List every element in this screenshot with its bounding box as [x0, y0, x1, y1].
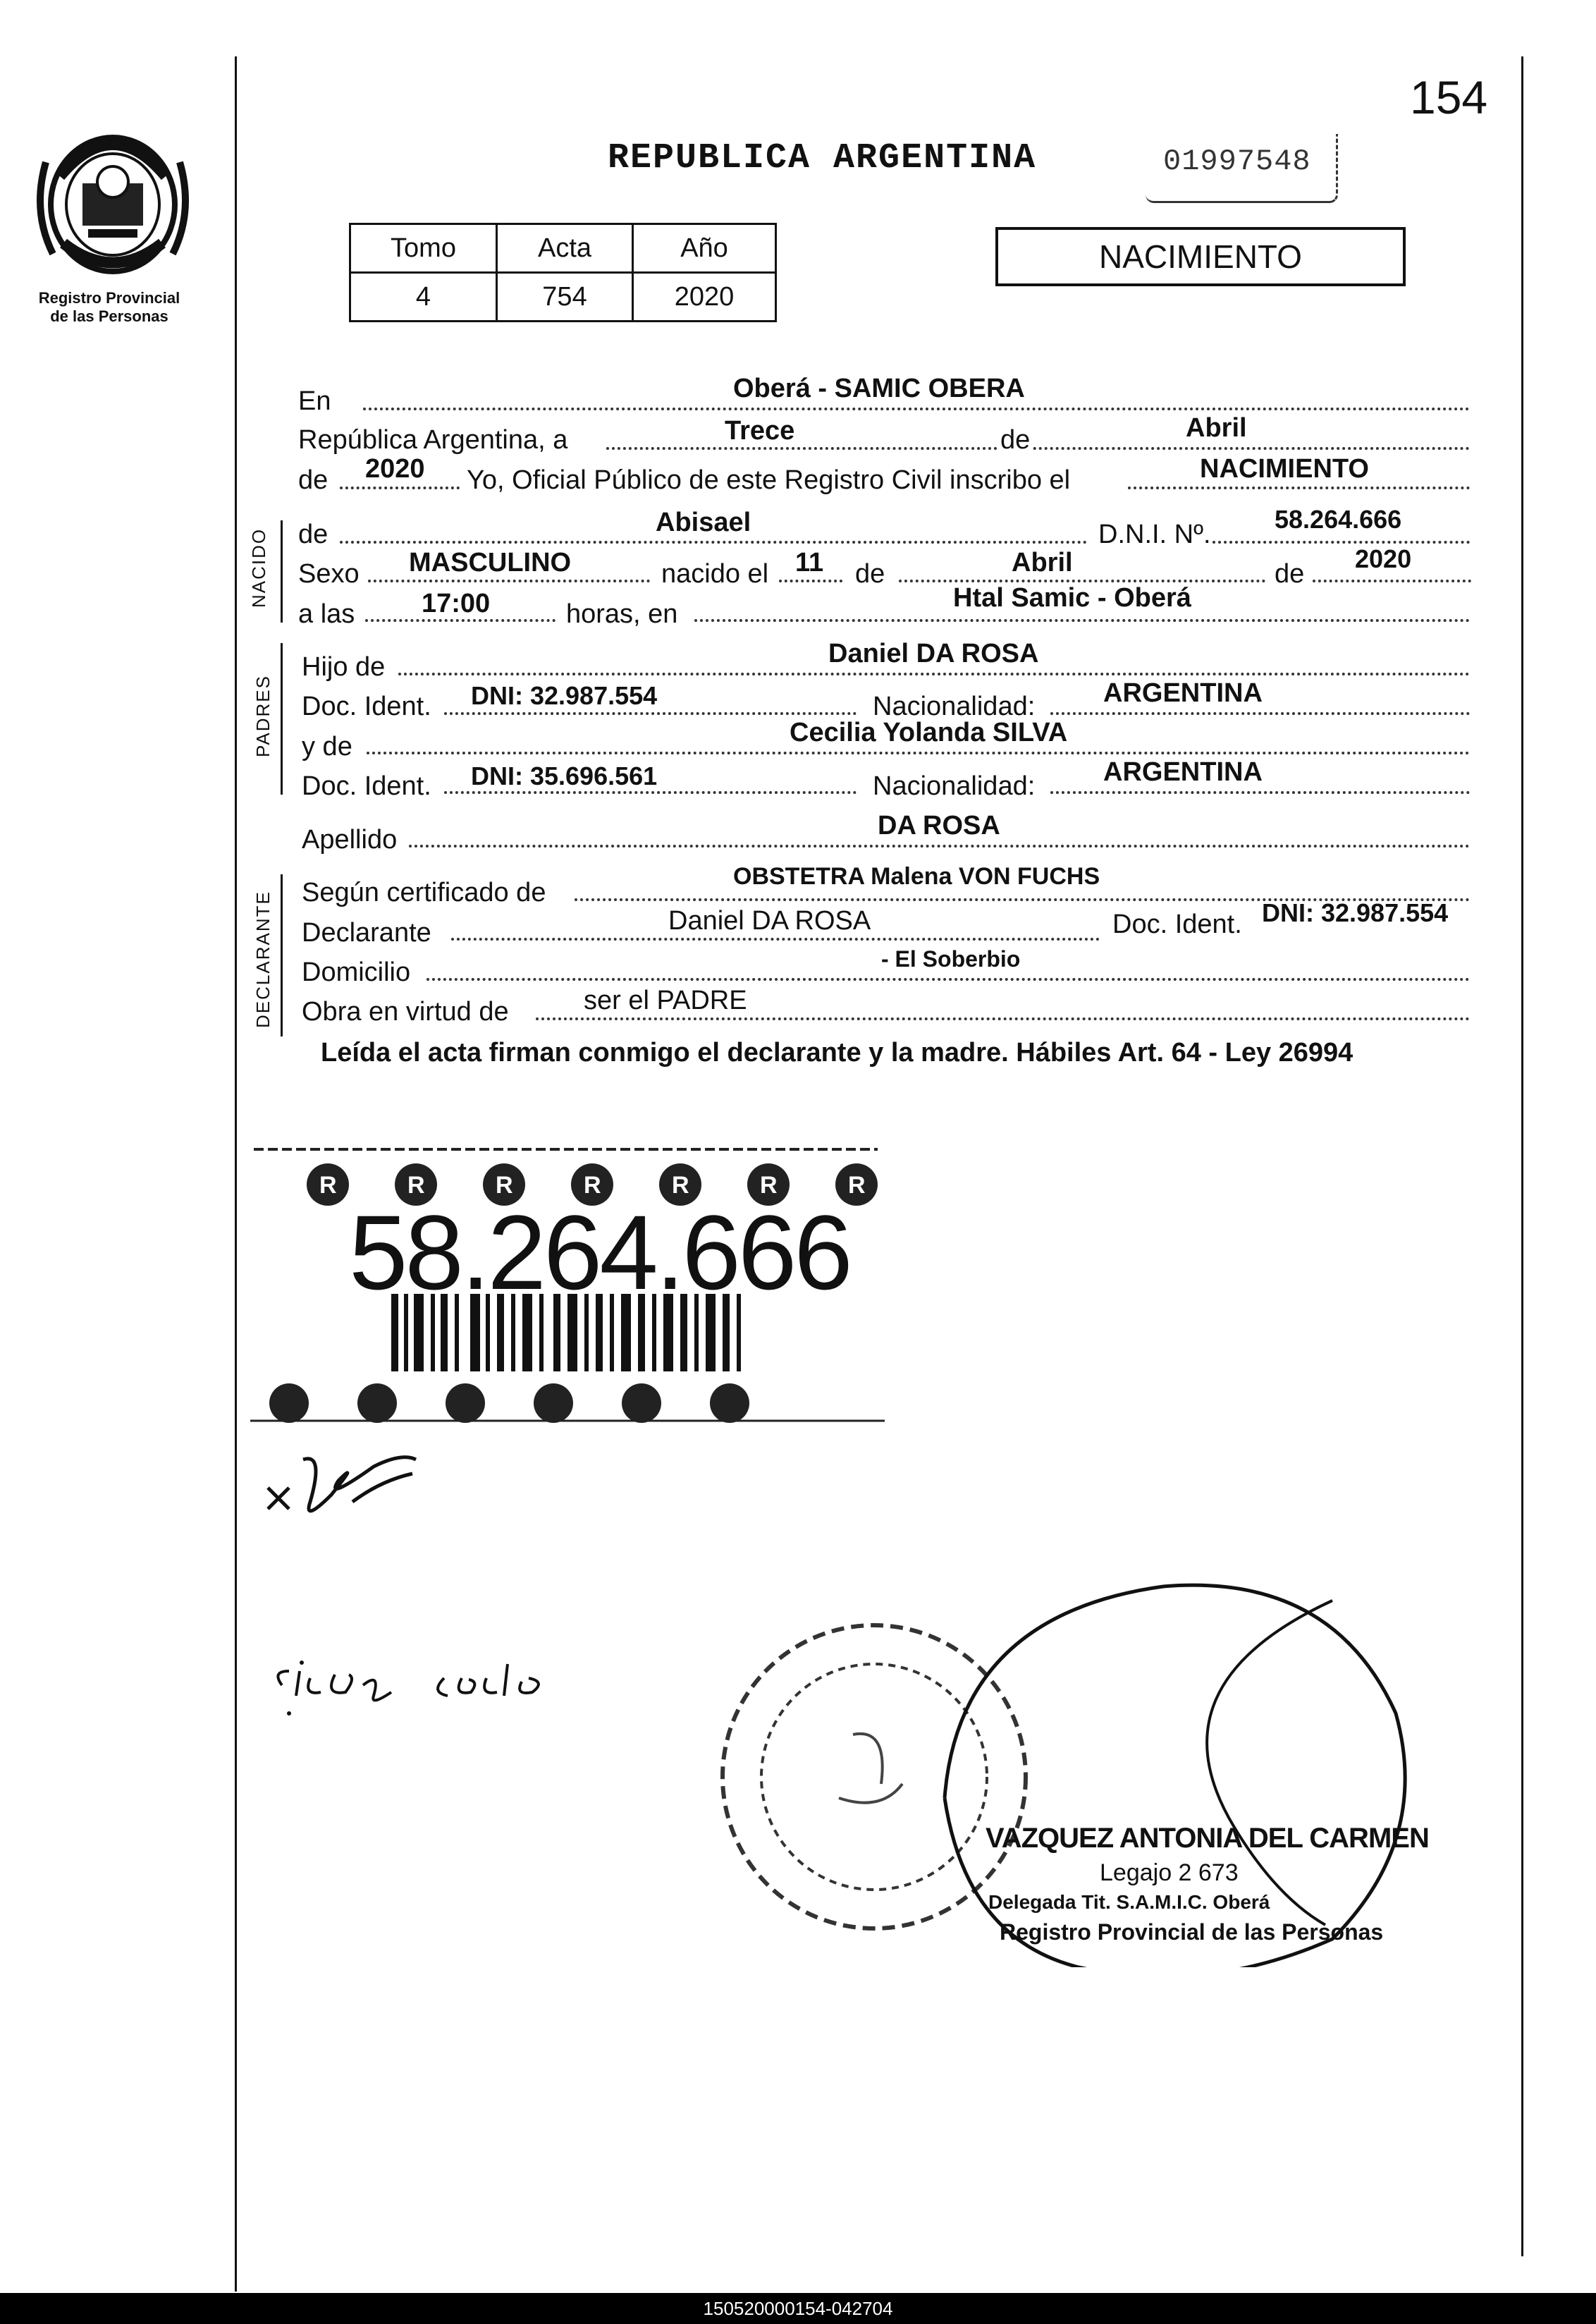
- registry-caption-line2: de las Personas: [50, 307, 168, 325]
- registry-caption-line1: Registro Provincial: [38, 289, 180, 307]
- rep-dots: [606, 447, 1470, 450]
- svg-text:R: R: [407, 1172, 425, 1199]
- handwritten-note: [268, 1643, 663, 1720]
- birth-year: 2020: [1355, 544, 1412, 573]
- declarante-label: Declarante: [302, 918, 431, 948]
- dni-label: D.N.I. Nº.: [1098, 520, 1211, 549]
- country-title: REPUBLICA ARGENTINA: [608, 138, 1037, 178]
- inscribo-value: NACIMIENTO: [1200, 454, 1369, 484]
- svg-text:R: R: [760, 1172, 778, 1199]
- birth-month: Abril: [1012, 548, 1073, 577]
- father-doc: DNI: 32.987.554: [471, 681, 658, 710]
- en-dots: [363, 408, 1470, 410]
- father-doc-label: Doc. Ident.: [302, 692, 431, 721]
- sexo-label: Sexo: [298, 559, 360, 589]
- mother-dots: [367, 752, 1470, 754]
- footer-id: 150520000154-042704: [0, 2293, 1596, 2324]
- birthday-dots: [779, 580, 842, 582]
- stamp-registro: Registro Provincial de las Personas: [1000, 1919, 1384, 1945]
- year-de-label: de: [298, 465, 329, 495]
- inscribo-dots: [1128, 487, 1470, 489]
- segun-label: Según certificado de: [302, 878, 546, 907]
- sticker-number: 58.264.666: [349, 1193, 850, 1311]
- father-nat-dots: [1050, 712, 1470, 715]
- mother-doc: DNI: 35.696.561: [471, 762, 658, 790]
- decl-doc-label: Doc. Ident.: [1112, 910, 1242, 939]
- mother-nationality: ARGENTINA: [1103, 757, 1263, 787]
- alas-label: a las: [298, 599, 355, 629]
- birth-place: Htal Samic - Oberá: [953, 583, 1191, 613]
- serial-number: 01997548: [1163, 145, 1311, 178]
- svg-text:R: R: [496, 1172, 513, 1199]
- acta-value: 754: [497, 273, 633, 322]
- yde-label: y de: [302, 732, 352, 762]
- mother-doc-label: Doc. Ident.: [302, 771, 431, 801]
- birth-day: 11: [795, 548, 824, 577]
- sexo-value: MASCULINO: [409, 548, 572, 577]
- father-doc-dots: [444, 712, 857, 715]
- tomo-header: Tomo: [350, 224, 497, 273]
- padres-section-label: PADRES: [252, 675, 274, 757]
- closing-note: Leída el acta firman conmigo el declarante y la madre. Hábiles Art. 64 - Ley 26994: [321, 1038, 1353, 1068]
- declarante-bracket: [281, 874, 283, 1036]
- registry-caption: [14, 289, 204, 326]
- nacido-el-label: nacido el: [661, 559, 769, 589]
- birth-de-label: de: [855, 559, 885, 589]
- mother-name: Cecilia Yolanda SILVA: [790, 718, 1068, 747]
- birth-hour: 17:00: [422, 589, 491, 618]
- stamp-name: VAZQUEZ ANTONIA DEL CARMEN: [986, 1823, 1429, 1854]
- dni-dots: [1213, 541, 1470, 544]
- hour-dots: [365, 619, 555, 622]
- apellido-dots: [409, 845, 1470, 848]
- name-dots: [340, 541, 1087, 544]
- horas-label: horas, en: [566, 599, 678, 629]
- en-label: En: [298, 386, 331, 416]
- declarante-section-label: DECLARANTE: [252, 891, 274, 1028]
- misiones-seal-logo: [32, 120, 194, 286]
- tomo-value: 4: [350, 273, 497, 322]
- en-value: Oberá - SAMIC OBERA: [733, 374, 1025, 403]
- birthmonth-dots: [899, 580, 1265, 582]
- decl-doc-value: DNI: 32.987.554: [1262, 898, 1449, 927]
- anio-header: Año: [633, 224, 776, 273]
- rep-de-label: de: [998, 425, 1033, 455]
- stamp-delegada: Delegada Tit. S.A.M.I.C. Oberá: [988, 1891, 1270, 1913]
- father-name: Daniel DA ROSA: [828, 639, 1039, 668]
- sexo-dots: [368, 580, 650, 582]
- svg-text:R: R: [672, 1172, 689, 1199]
- declarant-signature: [261, 1438, 430, 1530]
- left-margin-rule: [235, 56, 237, 2292]
- obra-value: ser el PADRE: [584, 986, 747, 1015]
- rep-label: República Argentina, a: [298, 425, 568, 455]
- svg-text:R: R: [319, 1172, 337, 1199]
- year-dots: [340, 487, 460, 489]
- apellido-value: DA ROSA: [878, 811, 1000, 840]
- domicilio-label: Domicilio: [302, 958, 411, 987]
- stamp-legajo: Legajo 2 673: [1100, 1859, 1239, 1886]
- page-number: 154: [1410, 71, 1488, 123]
- act-type-box: NACIMIENTO: [995, 227, 1406, 286]
- child-name: Abisael: [656, 508, 751, 537]
- birth-de2-label: de: [1275, 559, 1305, 589]
- month-value: Abril: [1186, 413, 1247, 443]
- padres-bracket: [281, 643, 283, 795]
- father-dots: [398, 673, 1470, 675]
- declarante-value: Daniel DA ROSA: [668, 906, 871, 936]
- year-value: 2020: [365, 454, 425, 484]
- svg-text:R: R: [584, 1172, 601, 1199]
- child-dni: 58.264.666: [1275, 505, 1402, 534]
- nacido-bracket: [281, 520, 283, 623]
- anio-value: 2020: [633, 273, 776, 322]
- mother-doc-dots: [444, 791, 857, 794]
- place-dots: [694, 619, 1470, 622]
- obra-dots: [536, 1017, 1470, 1020]
- birthyear-dots: [1313, 580, 1471, 582]
- domicilio-value: - El Soberbio: [881, 946, 1021, 972]
- acta-header: Acta: [497, 224, 633, 273]
- father-nationality: ARGENTINA: [1103, 678, 1263, 708]
- hijo-label: Hijo de: [302, 652, 386, 682]
- mother-nat-label: Nacionalidad:: [873, 771, 1036, 801]
- father-nat-label: Nacionalidad:: [873, 692, 1036, 721]
- apellido-label: Apellido: [302, 825, 398, 855]
- svg-text:R: R: [848, 1172, 866, 1199]
- day-word: Trece: [725, 416, 795, 446]
- yo-text: Yo, Oficial Público de este Registro Civil inscribo el: [467, 465, 1071, 495]
- declarante-dots: [451, 938, 1100, 941]
- reference-table: [349, 223, 777, 322]
- nacido-section-label: NACIDO: [248, 527, 269, 608]
- mother-nat-dots: [1050, 791, 1470, 794]
- domicilio-dots: [426, 978, 1470, 981]
- obra-label: Obra en virtud de: [302, 997, 509, 1027]
- name-label: de: [298, 520, 329, 549]
- segun-value: OBSTETRA Malena VON FUCHS: [733, 863, 1100, 890]
